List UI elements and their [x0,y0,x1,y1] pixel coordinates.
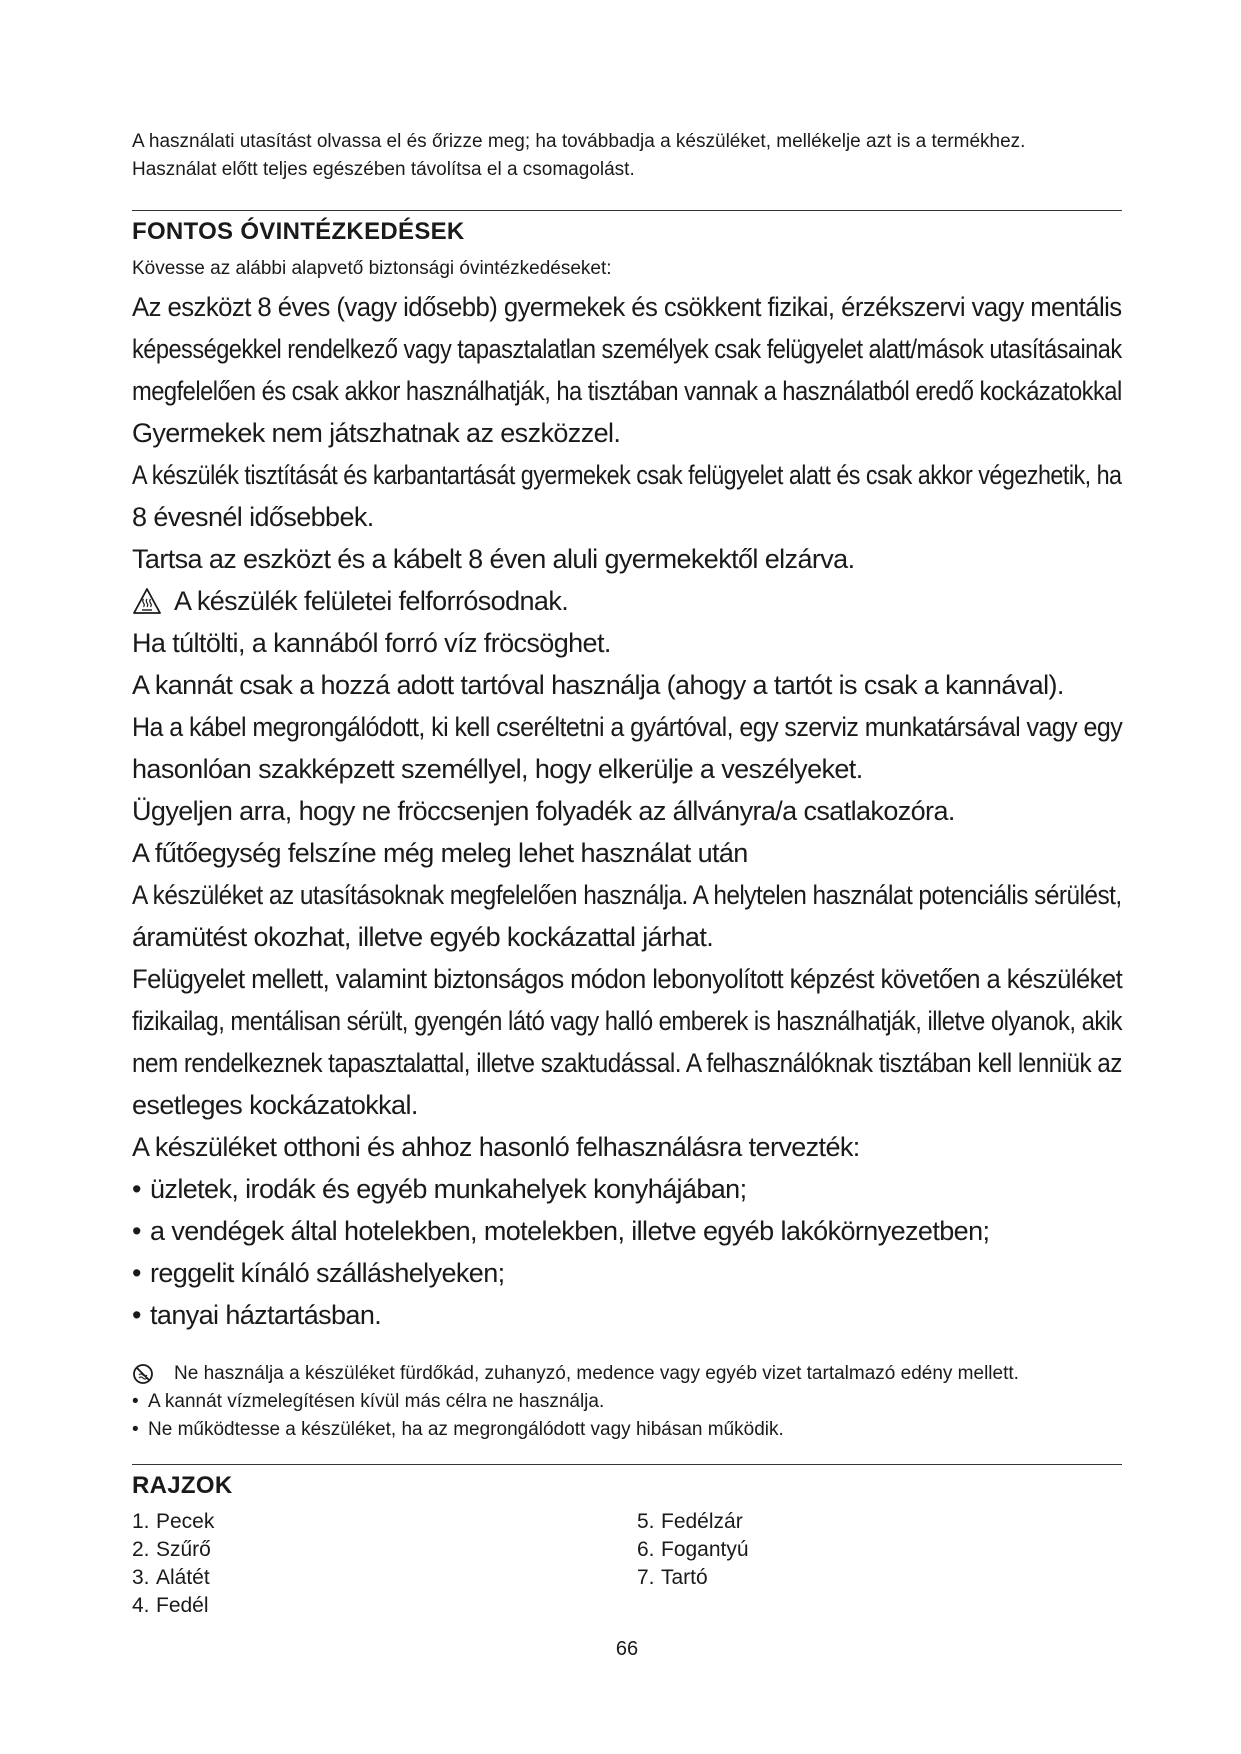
list-item: Ne használja a készüléket fürdőkád, zuhanyzó, medence vagy egyéb vizet tartalmazó edény mellett. [132,1360,1122,1388]
section-divider [132,210,1122,211]
body-line: nem rendelkeznek tapasztalattal, illetve szaktudással. A felhasználóknak tisztában kell lenniük az [132,1048,1122,1078]
body-line: Ha a kábel megrongálódott, ki kell cseréltetni a gyártóval, egy szerviz munkatársával vagy egy [132,712,1123,742]
manual-page [132,0,1122,1754]
intro-line-1: A használati utasítást olvassa el és őrizze meg; ha továbbadja a készüléket, mellékelje azt is a termékhez. [132,131,1026,152]
intro-block [132,128,1122,184]
body-line: A készülék felületei felforrósodnak. [174,586,569,616]
body-line: Ügyeljen arra, hogy ne fröccsenjen folyadék az állványra/a csatlakozóra. [132,796,955,826]
body-line: Az eszközt 8 éves (vagy idősebb) gyermekek és csökkent fizikai, érzékszervi vagy mentális [132,292,1122,322]
hot-surface-line [132,580,568,622]
bullet-icon: • [132,1419,139,1440]
list-item: • Ne működtesse a készüléket, ha az megrongálódott vagy hibásan működik. [132,1416,1122,1444]
drawings-title: RAJZOK [132,1472,233,1499]
list-item: • üzletek, irodák és egyéb munkahelyek konyhájában; [132,1168,747,1210]
list-item: • a vendégek által hotelekben, motelekben, illetve egyéb lakókörnyezetben; [132,1210,989,1252]
page-number: 66 [615,1638,639,1660]
body-line: Gyermekek nem játszhatnak az eszközzel. [132,418,621,448]
list-item: • A kannát vízmelegítésen kívül más célra ne használja. [132,1388,1122,1416]
body-line: A készüléket otthoni és ahhoz hasonló felhasználásra tervezték: [132,1132,860,1162]
list-item: 1. Pecek [132,1510,215,1533]
body-line: A fűtőegység felszíne még meleg lehet használat után [132,838,748,868]
list-item: 5. Fedélzár [637,1510,743,1533]
bullet-icon: • [132,1300,141,1330]
bullet-icon: • [132,1216,141,1246]
drawings-left-column [132,1508,214,1620]
body-line: A kannát csak a hozzá adott tartóval használja (ahogy a tartót is csak a kannával). [132,670,1064,700]
section-divider [132,1464,1122,1465]
body-line: esetleges kockázatokkal. [132,1090,418,1120]
body-line: A készülék tisztítását és karbantartását gyermekek csak felügyelet alatt és csak akkor végezhetik, ha [132,460,1122,490]
hot-surface-warning-icon [132,586,162,616]
list-item: 6. Fogantyú [637,1538,749,1561]
body-line: A készüléket az utasításoknak megfelelően használja. A helytelen használat potenciális sérülést, [132,880,1122,910]
body-line: hasonlóan szakképzett személlyel, hogy elkerülje a veszélyeket. [132,754,863,784]
list-item: 3. Alátét [132,1566,210,1589]
body-line: képességekkel rendelkező vagy tapasztalatlan személyek csak felügyelet alatt/mások utasításainak [132,334,1122,364]
bullet-icon: • [132,1391,139,1412]
body-line: Ha túltölti, a kannából forró víz fröcsöghet. [132,628,611,658]
list-item: 7. Tartó [637,1566,708,1589]
body-line: áramütést okozhat, illetve egyéb kockázattal járhat. [132,922,714,952]
bullet-icon: • [132,1258,141,1288]
precautions-subtitle: Kövesse az alábbi alapvető biztonsági óvintézkedéseket: [132,258,612,279]
body-line: Felügyelet mellett, valamint biztonságos módon lebonyolított képzést követően a készüléket [132,964,1123,994]
drawings-right-column [637,1508,749,1592]
prohibited-water-icon [132,1363,154,1385]
small-warnings [132,1360,1122,1444]
list-item: 4. Fedél [132,1594,209,1617]
intro-line-2: Használat előtt teljes egészében távolítsa el a csomagolást. [132,159,635,180]
bullet-icon: • [132,1174,141,1204]
body-line: fizikailag, mentálisan sérült, gyengén látó vagy halló emberek is használhatják, illetve olyanok, akik [132,1006,1122,1036]
list-item: • tanyai háztartásban. [132,1294,381,1336]
body-line: Tartsa az eszközt és a kábelt 8 éven aluli gyermekektől elzárva. [132,544,855,574]
precautions-body [132,286,1122,1336]
body-line: megfelelően és csak akkor használhatják, ha tisztában vannak a használatból eredő kockázatokkal [132,376,1122,406]
list-item: 2. Szűrő [132,1538,211,1561]
list-item: • reggelit kínáló szálláshelyeken; [132,1252,505,1294]
precautions-title: FONTOS ÓVINTÉZKEDÉSEK [132,218,465,245]
body-line: 8 évesnél idősebbek. [132,502,374,532]
